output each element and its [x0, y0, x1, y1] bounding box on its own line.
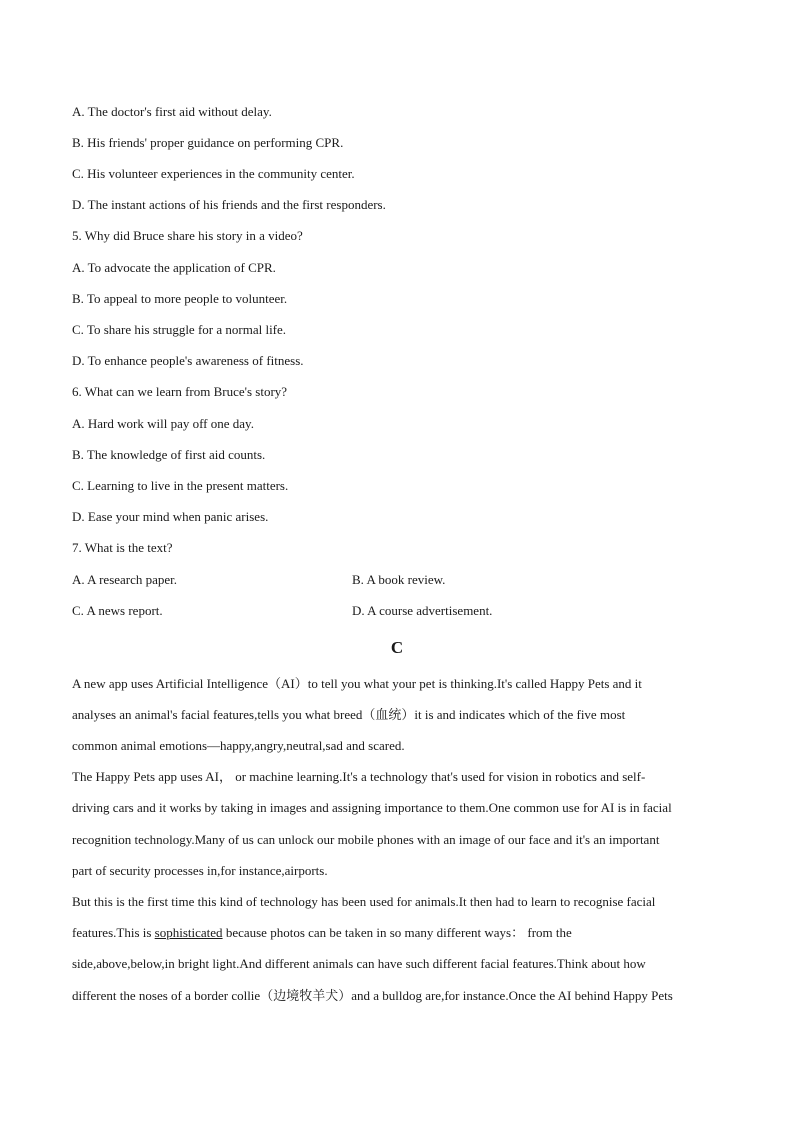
q4-option-d: D. The instant actions of his friends and the first responders.	[72, 197, 386, 212]
passage-text: because photos can be taken in so many different ways： from the	[222, 925, 572, 940]
passage-line: different the noses of a border collie（边境牧羊犬）and a bulldog are,for instance.Once the AI behind Happy Pets	[72, 988, 673, 1003]
q6-option-c: C. Learning to live in the present matters.	[72, 478, 289, 493]
q5-option-b: B. To appeal to more people to volunteer.	[72, 291, 288, 306]
q5-option-c: C. To share his struggle for a normal life.	[72, 322, 287, 337]
q5-question: 5. Why did Bruce share his story in a video?	[72, 228, 303, 243]
q7-option-d: D. A course advertisement.	[352, 603, 493, 618]
q6-option-d: D. Ease your mind when panic arises.	[72, 509, 269, 524]
underlined-vocab-word: sophisticated	[154, 925, 223, 940]
passage-line: common animal emotions—happy,angry,neutral,sad and scared.	[72, 738, 405, 753]
passage-line: analyses an animal's facial features,tells you what breed（血统）it is and indicates which of the five most	[72, 707, 626, 722]
passage-line: A new app uses Artificial Intelligence（AI）to tell you what your pet is thinking.It's called Happy Pets and it	[72, 676, 642, 691]
q4-option-a: A. The doctor's first aid without delay.	[72, 104, 272, 119]
q7-option-b: B. A book review.	[352, 572, 446, 587]
q5-option-a: A. To advocate the application of CPR.	[72, 260, 276, 275]
q6-question: 6. What can we learn from Bruce's story?	[72, 384, 288, 399]
q7-option-c: C. A news report.	[72, 603, 163, 618]
section-c-heading: C	[390, 638, 404, 657]
q6-option-a: A. Hard work will pay off one day.	[72, 416, 254, 431]
passage-line: driving cars and it works by taking in images and assigning importance to them.One common use for AI is in facial	[72, 800, 672, 815]
passage-line: part of security processes in,for instance,airports.	[72, 863, 328, 878]
passage-text: features.This is	[72, 925, 155, 940]
passage-line: But this is the first time this kind of technology has been used for animals.It then had to learn to recognise facial	[72, 894, 656, 909]
q6-option-b: B. The knowledge of first aid counts.	[72, 447, 266, 462]
q7-option-a: A. A research paper.	[72, 572, 178, 587]
q4-option-c: C. His volunteer experiences in the community center.	[72, 166, 355, 181]
passage-line: recognition technology.Many of us can unlock our mobile phones with an image of our face and it's an important	[72, 832, 660, 847]
q4-option-b: B. His friends' proper guidance on performing CPR.	[72, 135, 344, 150]
q7-question: 7. What is the text?	[72, 540, 173, 555]
passage-line: The Happy Pets app uses AI， or machine learning.It's a technology that's used for vision in robotics and self-	[72, 769, 646, 784]
q5-option-d: D. To enhance people's awareness of fitness.	[72, 353, 304, 368]
passage-line-with-vocab	[72, 925, 732, 941]
passage-line: side,above,below,in bright light.And different animals can have such different facial features.Think about how	[72, 956, 646, 971]
